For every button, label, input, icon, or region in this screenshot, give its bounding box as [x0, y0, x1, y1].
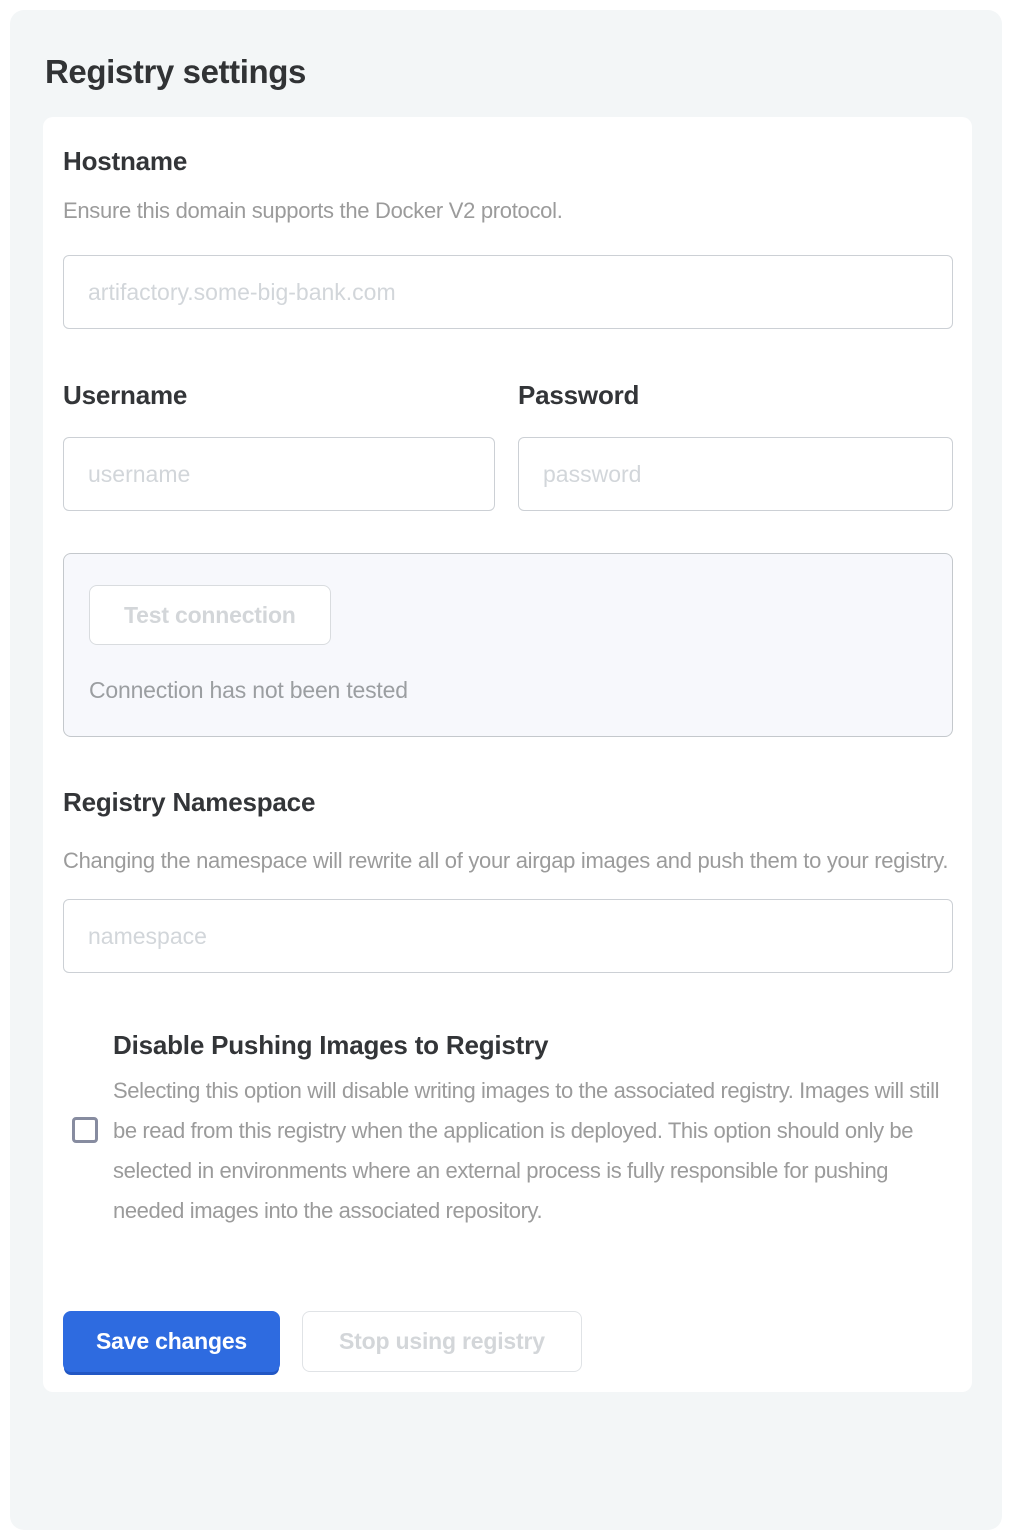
hostname-label: Hostname	[63, 146, 188, 176]
namespace-helper-text: Changing the namespace will rewrite all of your airgap images and push them to your registry.	[63, 848, 949, 873]
username-input[interactable]	[63, 437, 495, 511]
disable-push-option	[63, 1029, 953, 1231]
registry-settings-card	[43, 117, 972, 1392]
disable-push-description: Selecting this option will disable writing images to the associated registry. Images will still be read from this registry when the application is deployed. This option should only be selected in environments where an external process is fully responsible for pushing needed images into the associated repository.	[113, 1078, 940, 1223]
hostname-input[interactable]	[63, 255, 953, 329]
test-connection-button[interactable]: Test connection	[89, 585, 331, 645]
password-field-group	[518, 380, 953, 511]
page-title: Registry settings	[45, 53, 306, 90]
password-input[interactable]	[518, 437, 953, 511]
hostname-helper-text: Ensure this domain supports the Docker V2 protocol.	[63, 198, 563, 223]
username-field-group	[63, 380, 495, 511]
registry-settings-panel	[10, 10, 1002, 1530]
disable-push-title: Disable Pushing Images to Registry	[113, 1030, 549, 1060]
test-connection-box	[63, 553, 953, 737]
connection-status-text: Connection has not been tested	[89, 677, 408, 703]
credentials-row	[63, 380, 953, 511]
disable-push-checkbox[interactable]	[72, 1117, 98, 1143]
password-label: Password	[518, 380, 640, 410]
save-changes-button[interactable]: Save changes	[63, 1311, 280, 1372]
actions-row	[63, 1311, 953, 1372]
stop-using-registry-button[interactable]: Stop using registry	[302, 1311, 582, 1372]
namespace-input[interactable]	[63, 899, 953, 973]
disable-push-text-group	[113, 1029, 953, 1231]
namespace-label: Registry Namespace	[63, 787, 316, 817]
username-label: Username	[63, 380, 188, 410]
